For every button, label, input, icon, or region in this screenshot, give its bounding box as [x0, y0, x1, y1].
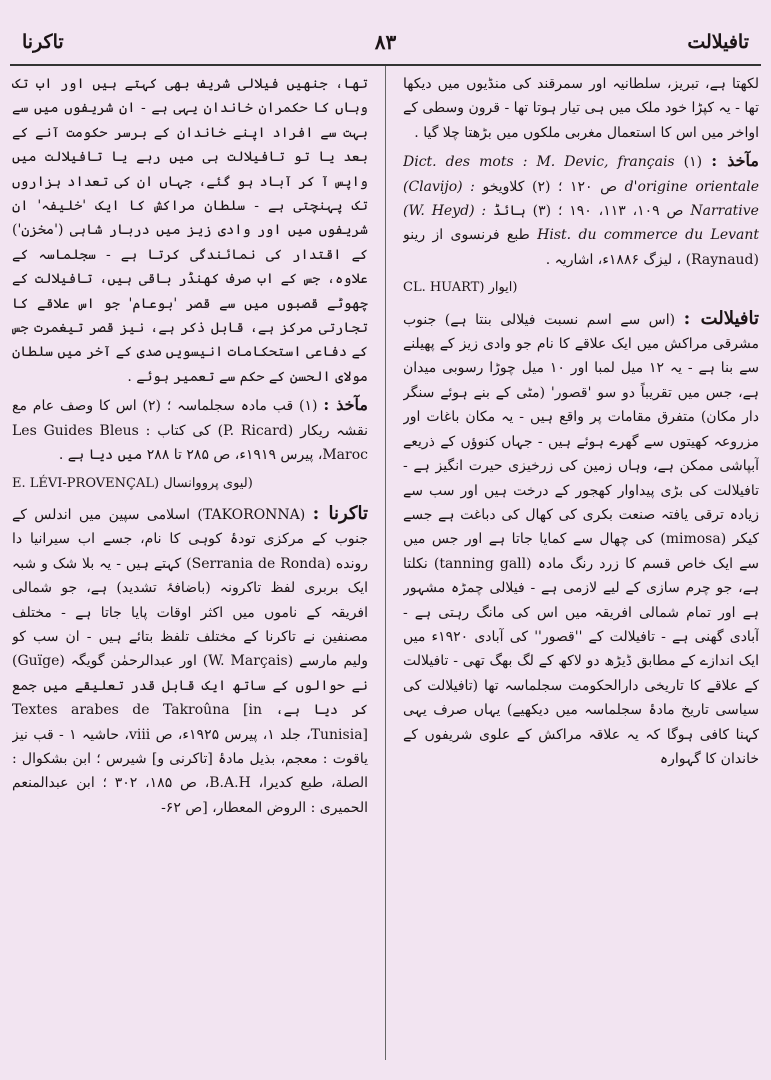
- page-number: ۸۳: [374, 30, 397, 54]
- running-title-left: تاکرنا: [22, 31, 64, 53]
- references-label: مآخذ :: [323, 395, 368, 415]
- reference-text: ص ۱۰۹، ۱۱۳، ۱۹۰ ؛ (۳) ہائڈ: [492, 203, 684, 220]
- author-signature: [403, 276, 759, 300]
- reference-text: طبع فرنسوی از رینو (Raynaud) ، لیزگ ۱۸۸۶ء، اشاریہ .: [403, 227, 759, 268]
- entry-headword: تاکرنا :: [312, 502, 368, 524]
- paragraph: لکھتا ہے، تبریز، سلطانیہ اور سمرقند کی منڈیوں میں دیکھا تھا - یہ کپڑا خود ملک میں ہی تیار ہوتا تھا - قرون وسطی کے اواخر میں اس کا استعمال مغربی ملکوں میں بڑھتا چلا گیا .: [403, 76, 759, 141]
- left-column: [12, 72, 368, 1060]
- page-header: [22, 22, 749, 62]
- signature-latin: E. LÉVI-PROVENÇAL): [12, 475, 160, 491]
- right-column: [403, 72, 759, 1060]
- reference-latin: (Clavijo) : Narrative: [403, 178, 759, 220]
- signature-urdu: (لیوی پرووانسال: [163, 475, 253, 491]
- entry-tafilalt: [403, 307, 759, 772]
- references-label: مآخذ :: [711, 151, 759, 171]
- author-signature: [12, 472, 368, 496]
- signature-latin: CL. HUART): [403, 280, 485, 296]
- entry-takorona: [12, 502, 368, 820]
- references: [403, 149, 759, 272]
- reference-latin: Dict. des mots : M. Devic, français d'origine orientale: [403, 154, 759, 195]
- reference-latin: (W. Heyd) : Hist. du commerce du Levant: [403, 203, 759, 244]
- running-title-right: تافیلالت: [687, 31, 749, 53]
- signature-urdu: (ایوار: [488, 280, 518, 296]
- references: [12, 393, 368, 467]
- reference-text: ص ۱۲۰ ؛ (۲) کلاویخو: [482, 178, 618, 195]
- column-divider: [385, 66, 386, 1060]
- entry-body: (اس سے اسم نسبت فیلالی بنتا ہے) جنوب مشرقی مراکش میں ایک علاقے کا نام جو وادی زیز کے پھیلنے سے بنا ہے - یہ ۱۲ میل لمبا اور ۱۰ میل چوڑا رسوبی میدان ہے، جس میں تقریباً دو سو 'قصور' (مٹی کے بنے ہوئے سنگر دار مکان) متفرق مقامات پر واقع ہیں - یہ مکان باغات اور مزروعہ کھیتوں سے گھرے ہوئے ہیں - جہاں کنوؤں کے ذریعے آبپاشی ممکن ہے، وہاں زمین کی زرخیزی حیرت انگیز ہے - تافیلالت کی بڑی پیداوار کھجور کے درخت ہیں اور سب سے زیادہ ترقی یافتہ صنعت بکری کی کھال کی دباغت ہے جسے کیکر (mimosa) کی چھال سے کمایا جاتا ہے اور جس میں سے ایک خاص قسم کا زرد رنگ مادہ (tanning gall) نکلتا ہے، جو چرم سازی کے لیے لازمی ہے - فیلالی چمڑہ مشہور ہے اور تمام شمالی افریقہ میں اس کی مانگ رہتی ہے - آبادی گھنی ہے - تافیلالت کے ''قصور'' کی آبادی ۱۹۲۰ء میں ایک اندازے کے مطابق ڈیڑھ دو لاکھ کے لگ بھگ تھی - تافیلالت کے علاقے کا تاریخی دارالحکومت سجلماسہ تھا (تافیلالت کی سیاسی تاریخ مادۂ سجلماسہ میں دیکھیے) یہاں صرف یہی کہنا کافی ہوگا کہ یہ علاقہ مراکش کے علوی شریفوں کے خاندان کا گہوارہ: [403, 311, 759, 767]
- reference-text: (۱) قب مادہ سجلماسہ ؛ (۲) اس کا وصف عام مع نقشہ ریکار (P. Ricard) کی کتاب Les Guides Bleus : Maroc، پیرس ۱۹۱۹ء، ص ۲۸۵ تا ۲۸۸ میں دیا ہے .: [12, 398, 368, 464]
- paragraph: تھا، جنھیں فیلالی شریف بھی کہتے ہیں اور اب تک وہاں کا حکمران خاندان یہی ہے - ان شریفوں میں سے بہت سے افراد اپنے خاندان کے برسر حکومت آنے کے بعد یا تو تافیلالت ہی میں رہے یا تافیلالت میں واپس آ کر آباد ہو گئے، جہاں ان کی تعداد ہزاروں تک پہنچتی ہے - سلطان مراکش کا ایک 'خلیفہ' ان شریفوں میں اور وادی زیز میں دربار شاہی ('مخزن') کے اقتدار کی نمائندگی کرتا ہے - سجلماسہ کے علاوہ، جس کے اب صرف کھنڈر باقی ہیں، تافیلالت کے چھوٹے قصبوں میں سے قصر 'بوعام' جو اس علاقے کا تجارتی مرکز ہے، قابل ذکر ہے، نیز قصر تیغمرت جس کے دفاعی استحکامات انیسویں صدی کے آخر میں سلطان مولای الحسن کے حکم سے تعمیر ہوئے .: [12, 76, 368, 385]
- entry-headword: تافیلالت :: [683, 307, 759, 329]
- entry-body: (TAKORONNA) اسلامی سپین میں اندلس کے جنوب کے مرکزی تودۂ کوہی کا نام، جسے اب سیرانیا دا رونده (Serrania de Ronda) کہتے ہیں - یہ بلا شک و شبہ ایک بربری لفظ تاکرونہ (باضافۂ تشدید) ہے، جو شمالی افریقہ کے ناموں میں اکثر اوقات پایا جاتا ہے - مختلف مصنفین نے تاکرنا کے مختلف تلفظ بتائے ہیں - ان سب کو ولیم مارسے (W. Marçais) اور عبدالرحمٰن گویگہ (Guïge) نے حوالوں کے ساتھ ایک قابل قدر تعلیقے میں جمع کر دیا ہے، Textes arabes de Takroûna [in Tunisia]، جلد ۱، پیرس ۱۹۲۵ء، ص viii، حاشیہ ۱ - قب نیز یاقوت : معجم، بذیل مادۂ [تاکرنی و] شیرس ؛ ابن بشکوال : الصلة، طبع کدیرا، B.A.H، ص ۱۸۵، ۳۰۲ ؛ ابن عبدالمنعم الحمیری : الروض المعطار، [ص ۶۲-: [12, 506, 368, 816]
- reference-text: (۱): [683, 154, 703, 171]
